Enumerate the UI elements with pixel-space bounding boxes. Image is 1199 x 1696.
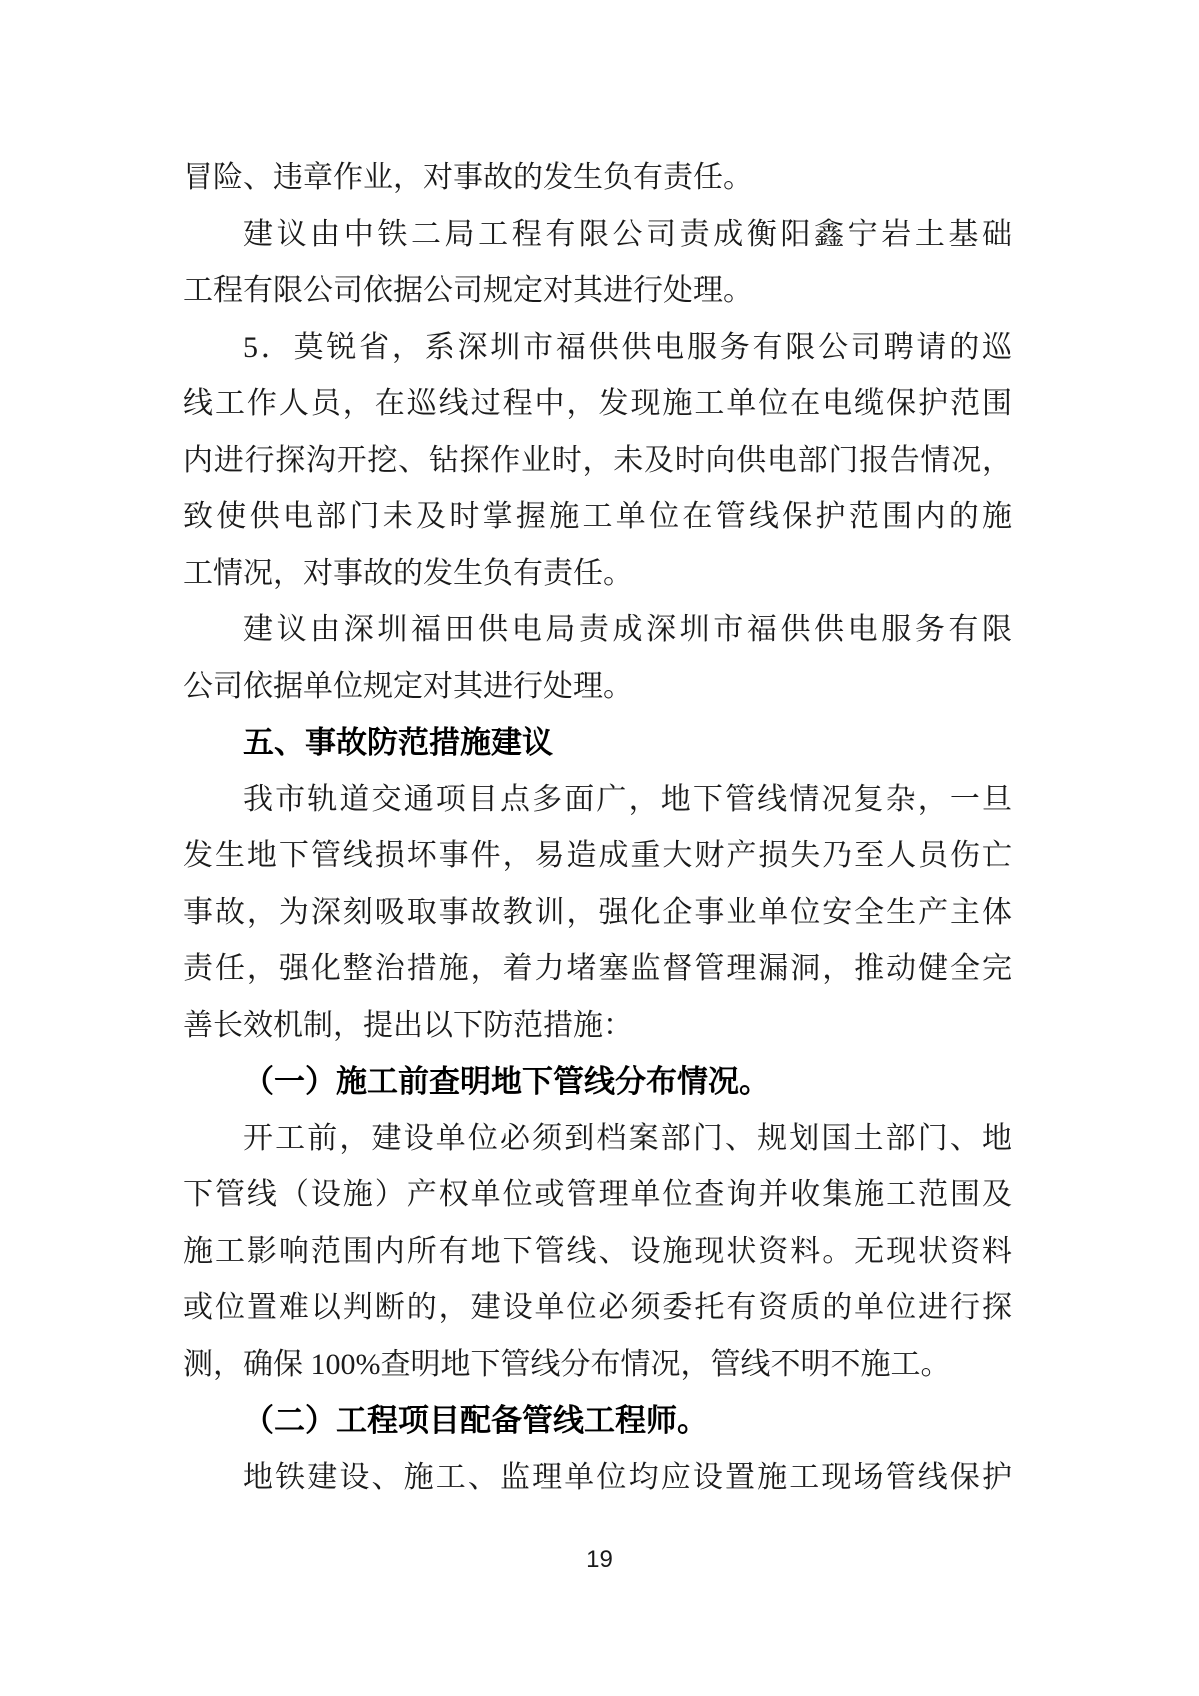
paragraph-line: 测，确保 100%查明地下管线分布情况，管线不明不施工。 (183, 1347, 951, 1381)
paragraph-line: 施工影响范围内所有地下管线、设施现状资料。无现状资料 (183, 1234, 1012, 1268)
page-number: 19 (586, 1546, 613, 1573)
paragraph-line: 下管线（设施）产权单位或管理单位查询并收集施工范围及 (183, 1178, 1012, 1211)
section-heading (183, 715, 1012, 772)
paragraph-line: 事故，为深刻吸取事故教训，强化企事业单位安全生产主体 (183, 895, 1012, 929)
section-heading (183, 1393, 1012, 1450)
paragraph (183, 207, 1012, 320)
paragraph-line: 地铁建设、施工、监理单位均应设置施工现场管线保护 (243, 1460, 1012, 1494)
paragraph-line: 善长效机制，提出以下防范措施： (183, 1008, 633, 1042)
paragraph (183, 320, 1012, 603)
paragraph-line: 冒险、违章作业，对事故的发生负有责任。 (183, 161, 753, 194)
paragraph-line: 5．莫锐省，系深圳市福供供电服务有限公司聘请的巡 (243, 330, 1012, 364)
paragraph-line: 责任，强化整治措施，着力堵塞监督管理漏洞，推动健全完 (183, 952, 1012, 985)
paragraph-line: 内进行探沟开挖、钻探作业时，未及时向供电部门报告情况， (183, 443, 1012, 477)
paragraph-line: 致使供电部门未及时掌握施工单位在管线保护范围内的施 (183, 500, 1012, 533)
paragraph-line: 我市轨道交通项目点多面广，地下管线情况复杂，一旦 (243, 782, 1012, 816)
section-heading-line: 五、事故防范措施建议 (243, 725, 553, 760)
paragraph-line: 工程有限公司依据公司规定对其进行处理。 (183, 274, 753, 307)
document-body (183, 150, 1012, 1506)
section-heading (183, 1054, 1012, 1111)
paragraph-line: 公司依据单位规定对其进行处理。 (183, 669, 633, 703)
paragraph (183, 1111, 1012, 1394)
section-heading-line: （二）工程项目配备管线工程师。 (243, 1403, 708, 1438)
paragraph (183, 150, 1012, 207)
page-footer (0, 1546, 1199, 1574)
paragraph-line: 线工作人员，在巡线过程中，发现施工单位在电缆保护范围 (183, 387, 1012, 420)
paragraph-line: 建议由中铁二局工程有限公司责成衡阳鑫宁岩土基础 (243, 217, 1012, 251)
paragraph-line: 或位置难以判断的，建设单位必须委托有资质的单位进行探 (183, 1291, 1012, 1324)
paragraph-line: 建议由深圳福田供电局责成深圳市福供供电服务有限 (243, 613, 1012, 646)
paragraph (183, 602, 1012, 715)
paragraph (183, 1450, 1012, 1507)
paragraph-line: 开工前，建设单位必须到档案部门、规划国土部门、地 (243, 1121, 1012, 1155)
section-heading-line: （一）施工前查明地下管线分布情况。 (243, 1064, 770, 1099)
paragraph (183, 772, 1012, 1055)
paragraph-line: 工情况，对事故的发生负有责任。 (183, 556, 633, 590)
paragraph-line: 发生地下管线损坏事件，易造成重大财产损失乃至人员伤亡 (183, 839, 1012, 872)
